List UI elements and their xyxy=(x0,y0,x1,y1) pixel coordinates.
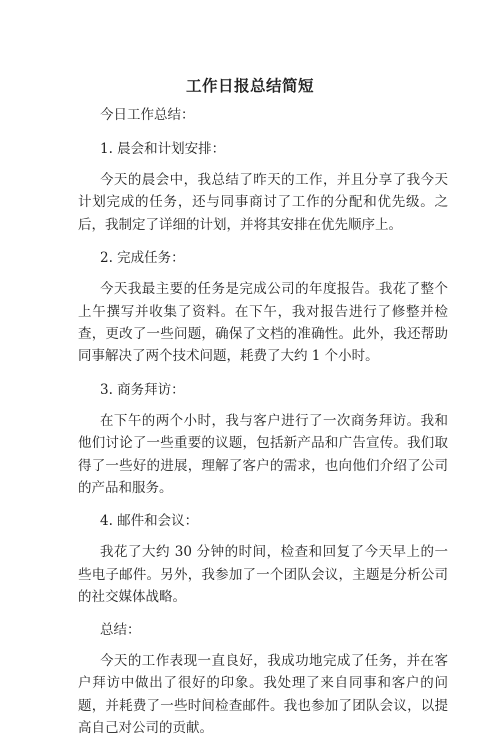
section-heading-business-visit: 3. 商务拜访： xyxy=(100,381,185,398)
document-body xyxy=(78,104,448,739)
section-paragraph-tasks: 今天我最主要的任务是完成公司的年度报告。我花了整个上午撰写并收集了资料。在下午，我对报告进行了修整并检查，更改了一些问题，确保了文档的准确性。此外，我还帮助同事解决了两个技术问题，耗费了大约 1 个小时。 xyxy=(78,281,448,365)
section-heading-email-meeting: 4. 邮件和会议： xyxy=(100,513,199,530)
summary-label: 总结： xyxy=(100,621,141,638)
section-heading-tasks: 2. 完成任务： xyxy=(100,250,185,267)
summary-paragraph: 今天的工作表现一直良好，我成功地完成了任务，并在客户拜访中做出了很好的印象。我处理了来自同事和客户的问题，并耗费了一些时间检查邮件。我也参加了团队会议，以提高自己对公司的贡献。 xyxy=(78,652,448,736)
section-paragraph-email-meeting: 我花了大约 30 分钟的时间，检查和回复了今天早上的一些电子邮件。另外，我参加了一个团队会议，主题是分析公司的社交媒体战略。 xyxy=(78,544,448,606)
section-paragraph-business-visit: 在下午的两个小时，我与客户进行了一次商务拜访。我和他们讨论了一些重要的议题，包括新产品和广告宣传。我们取得了一些好的进展，理解了客户的需求，也向他们介绍了公司的产品和服务。 xyxy=(78,412,448,497)
section-paragraph-meeting: 今天的晨会中，我总结了昨天的工作，并且分享了我今天计划完成的任务，还与同事商讨了工作的分配和优先级。之后，我制定了详细的计划，并将其安排在优先顺序上。 xyxy=(78,172,448,233)
intro-label: 今日工作总结： xyxy=(100,107,195,123)
document-title: 工作日报总结简短 xyxy=(185,77,314,95)
section-heading-meeting: 1. 晨会和计划安排： xyxy=(100,141,226,157)
